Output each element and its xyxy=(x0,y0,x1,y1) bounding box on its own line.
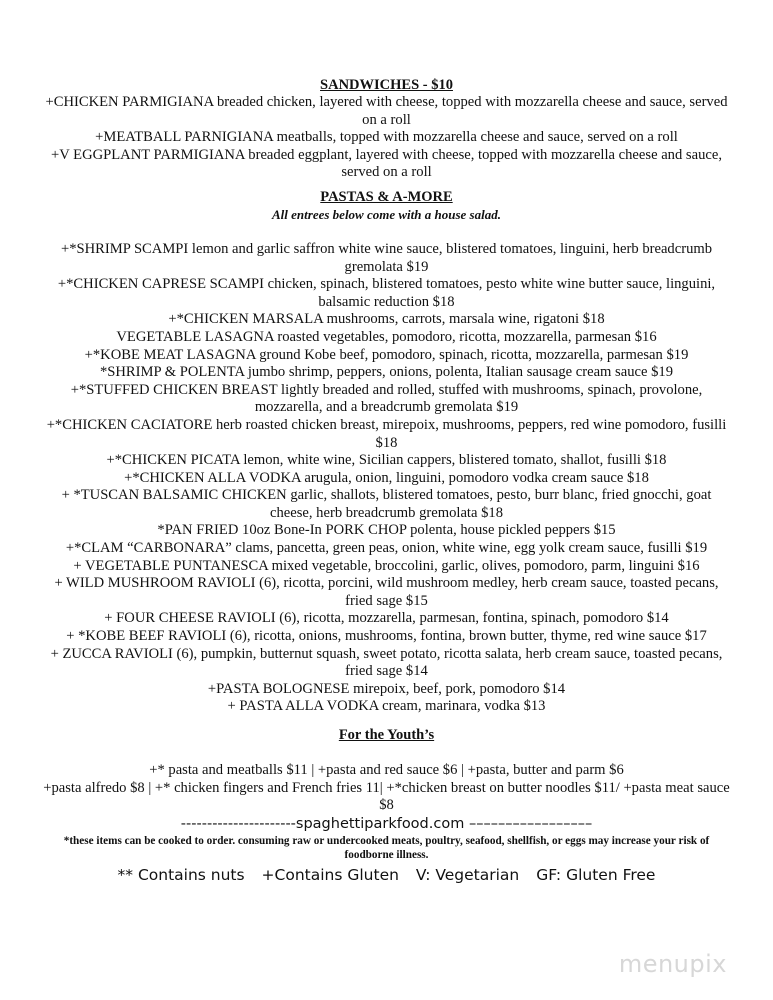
menu-item: +*STUFFED CHICKEN BREAST lightly breaded and rolled, stuffed with mushrooms, spinach, provolone, mozzarella, and a breadcrumb gremolata $19 xyxy=(70,381,703,416)
menu-item: +*CHICKEN CACIATORE herb roasted chicken breast, mirepoix, mushrooms, peppers, red wine pomodoro, fusilli $18 xyxy=(46,416,727,451)
menu-item: + VEGETABLE PUNTANESCA mixed vegetable, broccolini, garlic, olives, pomodoro, parm, linguini $16 xyxy=(73,557,700,574)
legend-nuts: ** Contains nuts xyxy=(117,865,245,884)
youth-item: +pasta alfredo $8 | +* chicken fingers and French fries 11| +*chicken breast on butter noodles $11/ +pasta meat sauce $8 xyxy=(43,779,730,814)
youth-list xyxy=(40,762,733,815)
menu-item: + PASTA ALLA VODKA cream, marinara, vodka $13 xyxy=(227,698,546,715)
legend-gluten: +Contains Gluten xyxy=(261,865,399,884)
menu-item: VEGETABLE LASAGNA roasted vegetables, pomodoro, ricotta, mozzarella, parmesan $16 xyxy=(116,328,657,345)
sandwiches-list xyxy=(40,94,733,182)
menu-item: + *TUSCAN BALSAMIC CHICKEN garlic, shallots, blistered tomatoes, pesto, burr blanc, fried gnocchi, goat cheese, herb breadcrumb gremolata $18 xyxy=(61,487,712,521)
menu-item: +*CLAM “CARBONARA” clams, pancetta, green peas, onion, white wine, egg yolk cream sauce, fusilli $19 xyxy=(65,540,708,557)
menu-item: + ZUCCA RAVIOLI (6), pumpkin, butternut squash, sweet potato, ricotta salata, herb cream sauce, toasted pecans, fried sage $14 xyxy=(50,645,723,680)
menu-item: + WILD MUSHROOM RAVIOLI (6), ricotta, porcini, wild mushroom medley, herb cream sauce, toasted pecans, fried sage $15 xyxy=(54,575,719,609)
menu-item: *SHRIMP & POLENTA jumbo shrimp, peppers, onions, polenta, Italian sausage cream sauce $19 xyxy=(99,364,674,381)
menu-item: +MEATBALL PARNIGIANA meatballs, topped with mozzarella cheese and sauce, served on a roll xyxy=(95,129,678,146)
dietary-legend xyxy=(40,865,733,885)
food-safety-disclaimer: *these items can be cooked to order. consuming raw or undercooked meats, poultry, seafood, shellfish, or eggs may increase your risk of foodborne illness. xyxy=(63,834,710,861)
menu-item: +*CHICKEN MARSALA mushrooms, carrots, marsala wine, rigatoni $18 xyxy=(168,311,605,328)
menupix-watermark: menupix xyxy=(618,950,727,978)
youth-title: For the Youth’s xyxy=(338,727,435,743)
menu-item: +*CHICKEN PICATA lemon, white wine, Sicilian cappers, blistered tomato, shallot, fusilli $18 xyxy=(106,452,667,469)
pastas-list xyxy=(40,241,733,716)
menu-page xyxy=(40,76,733,885)
pastas-title: PASTAS & A-MORE xyxy=(320,188,453,205)
menu-item: + FOUR CHEESE RAVIOLI (6), ricotta, mozzarella, parmesan, fontina, spinach, pomodoro $14 xyxy=(104,610,669,627)
youth-item: +* pasta and meatballs $11 | +pasta and red sauce $6 | +pasta, butter and parm $6 xyxy=(149,762,624,778)
menu-item: +V EGGPLANT PARMIGIANA breaded eggplant, layered with cheese, topped with mozzarella cheese and sauce, served on a roll xyxy=(51,146,722,181)
website-link[interactable]: ----------------------spaghettiparkfood.com ––––––––––––––––– xyxy=(180,815,593,832)
menu-item: +CHICKEN PARMIGIANA breaded chicken, layered with cheese, topped with mozzarella cheese and sauce, served on a roll xyxy=(45,94,728,128)
menu-item: +PASTA BOLOGNESE mirepoix, beef, pork, pomodoro $14 xyxy=(207,680,566,697)
menu-item: +*CHICKEN CAPRESE SCAMPI chicken, spinach, blistered tomatoes, pesto white wine butter sauce, linguini, balsamic reduction $18 xyxy=(57,276,716,310)
legend-vegetarian: V: Vegetarian xyxy=(415,865,520,884)
menu-item: *PAN FRIED 10oz Bone-In PORK CHOP polenta, house pickled peppers $15 xyxy=(157,522,616,539)
menu-item: + *KOBE BEEF RAVIOLI (6), ricotta, onions, mushrooms, fontina, brown butter, thyme, red wine sauce $17 xyxy=(66,628,707,645)
sandwiches-title: SANDWICHES - $10 xyxy=(320,77,453,93)
menu-item: +*CHICKEN ALLA VODKA arugula, onion, linguini, pomodoro vodka cream sauce $18 xyxy=(124,469,649,486)
legend-gluten-free: GF: Gluten Free xyxy=(536,865,656,884)
menu-item: +*KOBE MEAT LASAGNA ground Kobe beef, pomodoro, spinach, ricotta, mozzarella, parmesan $19 xyxy=(84,346,689,363)
menu-item: +*SHRIMP SCAMPI lemon and garlic saffron white wine sauce, blistered tomatoes, linguini, herb breadcrumb gremolata $19 xyxy=(60,240,713,275)
pastas-subtitle: All entrees below come with a house salad. xyxy=(272,206,501,222)
